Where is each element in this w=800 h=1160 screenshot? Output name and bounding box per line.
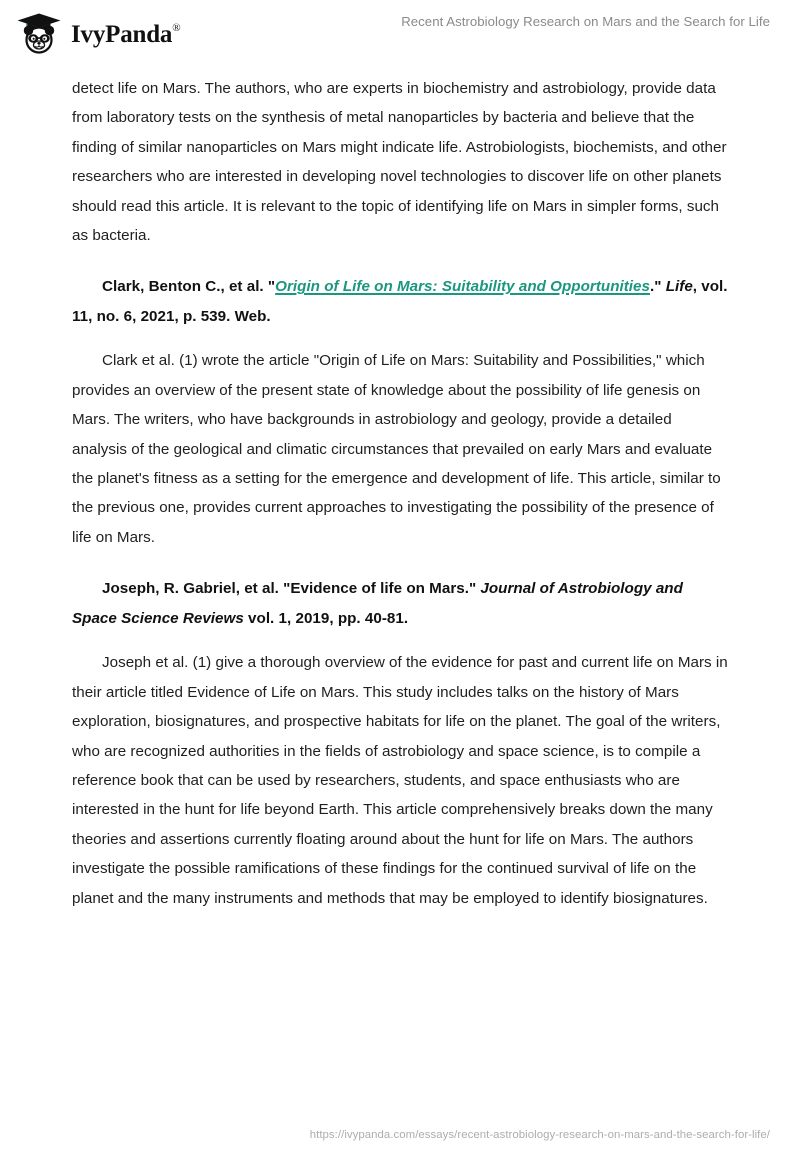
citation-publication-info: vol. 1, 2019, pp. 40-81. — [243, 609, 409, 627]
brand-logo-link[interactable] — [14, 11, 180, 55]
registered-trademark-symbol: ® — [172, 22, 181, 35]
page-footer — [0, 1108, 800, 1160]
citation-journal-name: Journal of Astrobiology and Space Science Reviews — [72, 580, 683, 627]
page-header — [0, 0, 800, 62]
panda-graduate-logo-icon — [14, 11, 64, 55]
document-title: Recent Astrobiology Research on Mars and the Search for Life — [401, 14, 770, 29]
citation-journal-name: Life — [665, 278, 693, 296]
brand-name-text: IvyPanda — [71, 20, 173, 48]
paragraph-joseph-summary: Joseph et al. (1) give a thorough overview of the evidence for past and current life on Mars in their article titled Evidence of Life on Mars. This study includes talks on the history of Mars exploration, biosignatures, and prospective habitats for life on the planet. The goal of the writers, who are recognized authorities in the fields of astrobiology and space science, is to compile a reference book that can be used by researchers, students, and space enthusiasts who are interested in the hunt for life beyond Earth. This article comprehensively breaks down the many theories and assertions currently floating around about the hunt for life on Mars. The authors investigate the possible ramifications of these findings for the continued survival of life on the planet and the many instruments and methods that may be employed to identify biosignatures. — [72, 654, 728, 907]
citation-source-link[interactable]: Origin of Life on Mars: Suitability and Opportunities — [275, 278, 650, 296]
citation-joseph — [72, 574, 730, 633]
citation-after-link: ." — [650, 278, 666, 296]
paragraph-clark-summary: Clark et al. (1) wrote the article "Origin of Life on Mars: Suitability and Possibilities," which provides an overview of the present state of knowledge about the possibility of life genesis on Mars. The writers, who have backgrounds in astrobiology and geology, provide a detailed analysis of the geological and climatic circumstances that prevailed on early Mars and evaluate the planet's fitness as a setting for the emergence and development of life. This article, similar to the previous one, provides current approaches to investigating the possibility of the presence of life on Mars. — [72, 352, 721, 546]
paragraph-continuation: detect life on Mars. The authors, who are experts in biochemistry and astrobiology, provide data from laboratory tests on the synthesis of metal nanoparticles by bacteria and believe that the finding of similar nanoparticles on Mars might indicate life. Astrobiologists, biochemists, and other researchers who are interested in developing novel technologies to discover life on other planets should read this article. It is relevant to the topic of identifying life on Mars in simpler forms, such as bacteria. — [72, 80, 727, 245]
document-content — [72, 74, 730, 913]
citation-author: Clark, Benton C., et al. " — [102, 278, 276, 296]
footer-source-url[interactable]: https://ivypanda.com/essays/recent-astrobiology-research-on-mars-and-the-search-for-life/ — [309, 1129, 770, 1141]
citation-clark — [72, 272, 730, 331]
citation-author: Joseph, R. Gabriel, et al. "Evidence of life on Mars." — [102, 580, 481, 598]
citation-publication-info: , vol. 11, no. 6, 2021, p. 539. Web. — [72, 278, 728, 325]
brand-name — [71, 22, 180, 47]
